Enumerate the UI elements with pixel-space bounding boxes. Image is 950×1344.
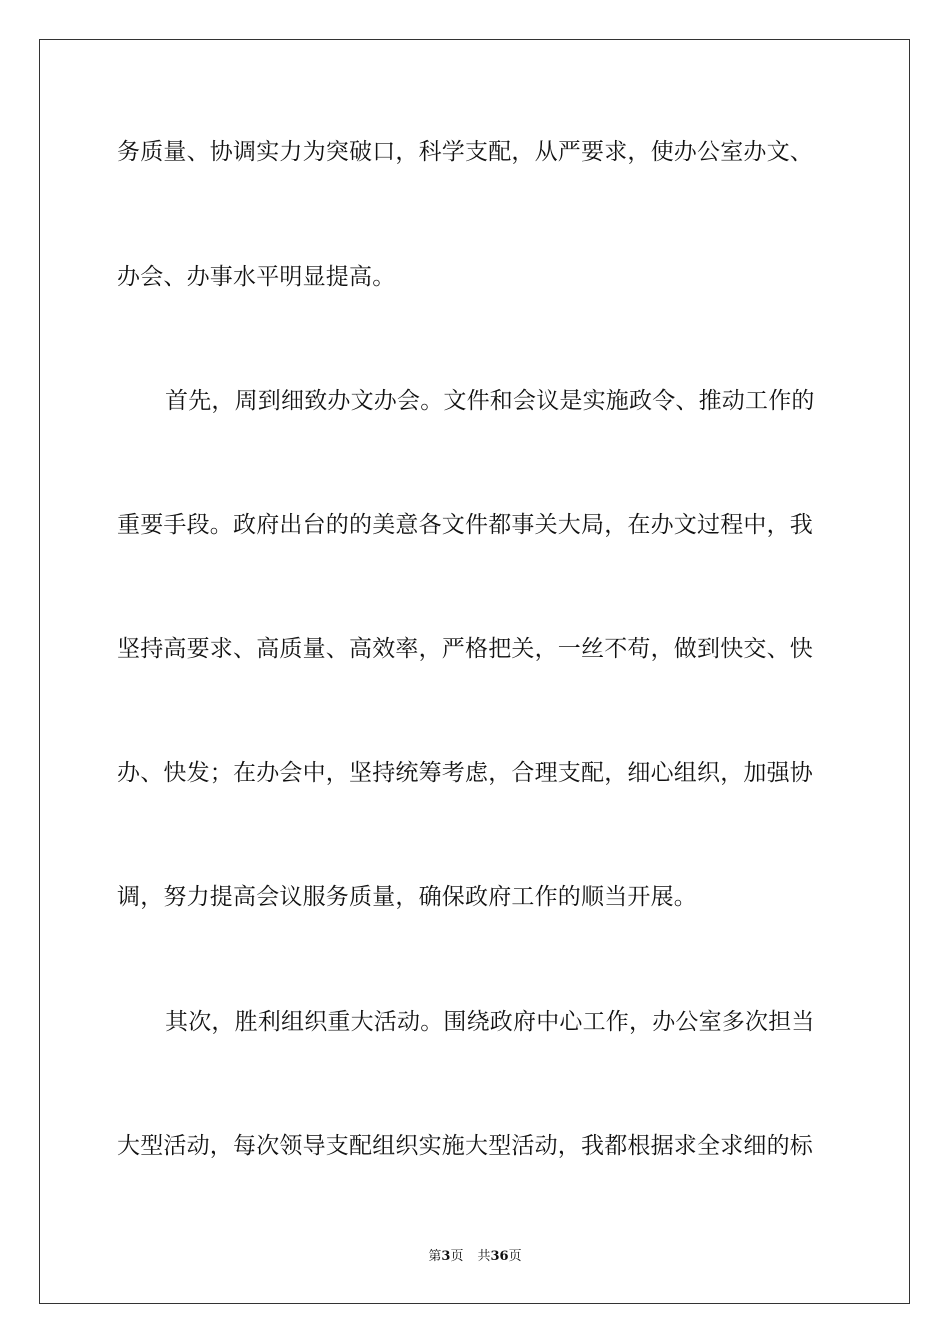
body-line-9: 大型活动，每次领导支配组织实施大型活动，我都根据求全求细的标 xyxy=(117,1133,813,1159)
body-line-8-paragraph-start: 其次，胜利组织重大活动。围绕政府中心工作，办公室多次担当 xyxy=(165,1009,815,1035)
footer-total-suffix: 页 xyxy=(508,1249,522,1264)
body-line-7: 调，努力提高会议服务质量，确保政府工作的顺当开展。 xyxy=(117,884,697,910)
footer-page-number: 3 xyxy=(441,1249,451,1264)
footer-total-prefix: 共 xyxy=(477,1249,491,1264)
footer-total-pages: 36 xyxy=(490,1249,509,1264)
body-line-3-paragraph-start: 首先，周到细致办文办会。文件和会议是实施政令、推动工作的 xyxy=(165,388,815,414)
body-line-4: 重要手段。政府出台的的美意各文件都事关大局，在办文过程中，我 xyxy=(117,512,813,538)
body-line-6: 办、快发；在办会中，坚持统筹考虑，合理支配，细心组织，加强协 xyxy=(117,760,813,786)
body-line-2: 办会、办事水平明显提高。 xyxy=(117,264,396,290)
page-border xyxy=(39,39,910,1304)
page-footer xyxy=(0,1248,950,1266)
footer-page-prefix: 第 xyxy=(428,1249,442,1264)
body-line-1: 务质量、协调实力为突破口，科学支配，从严要求，使办公室办文、 xyxy=(117,139,813,165)
body-line-5: 坚持高要求、高质量、高效率，严格把关，一丝不苟，做到快交、快 xyxy=(117,636,813,662)
footer-page-suffix: 页 xyxy=(450,1249,464,1264)
